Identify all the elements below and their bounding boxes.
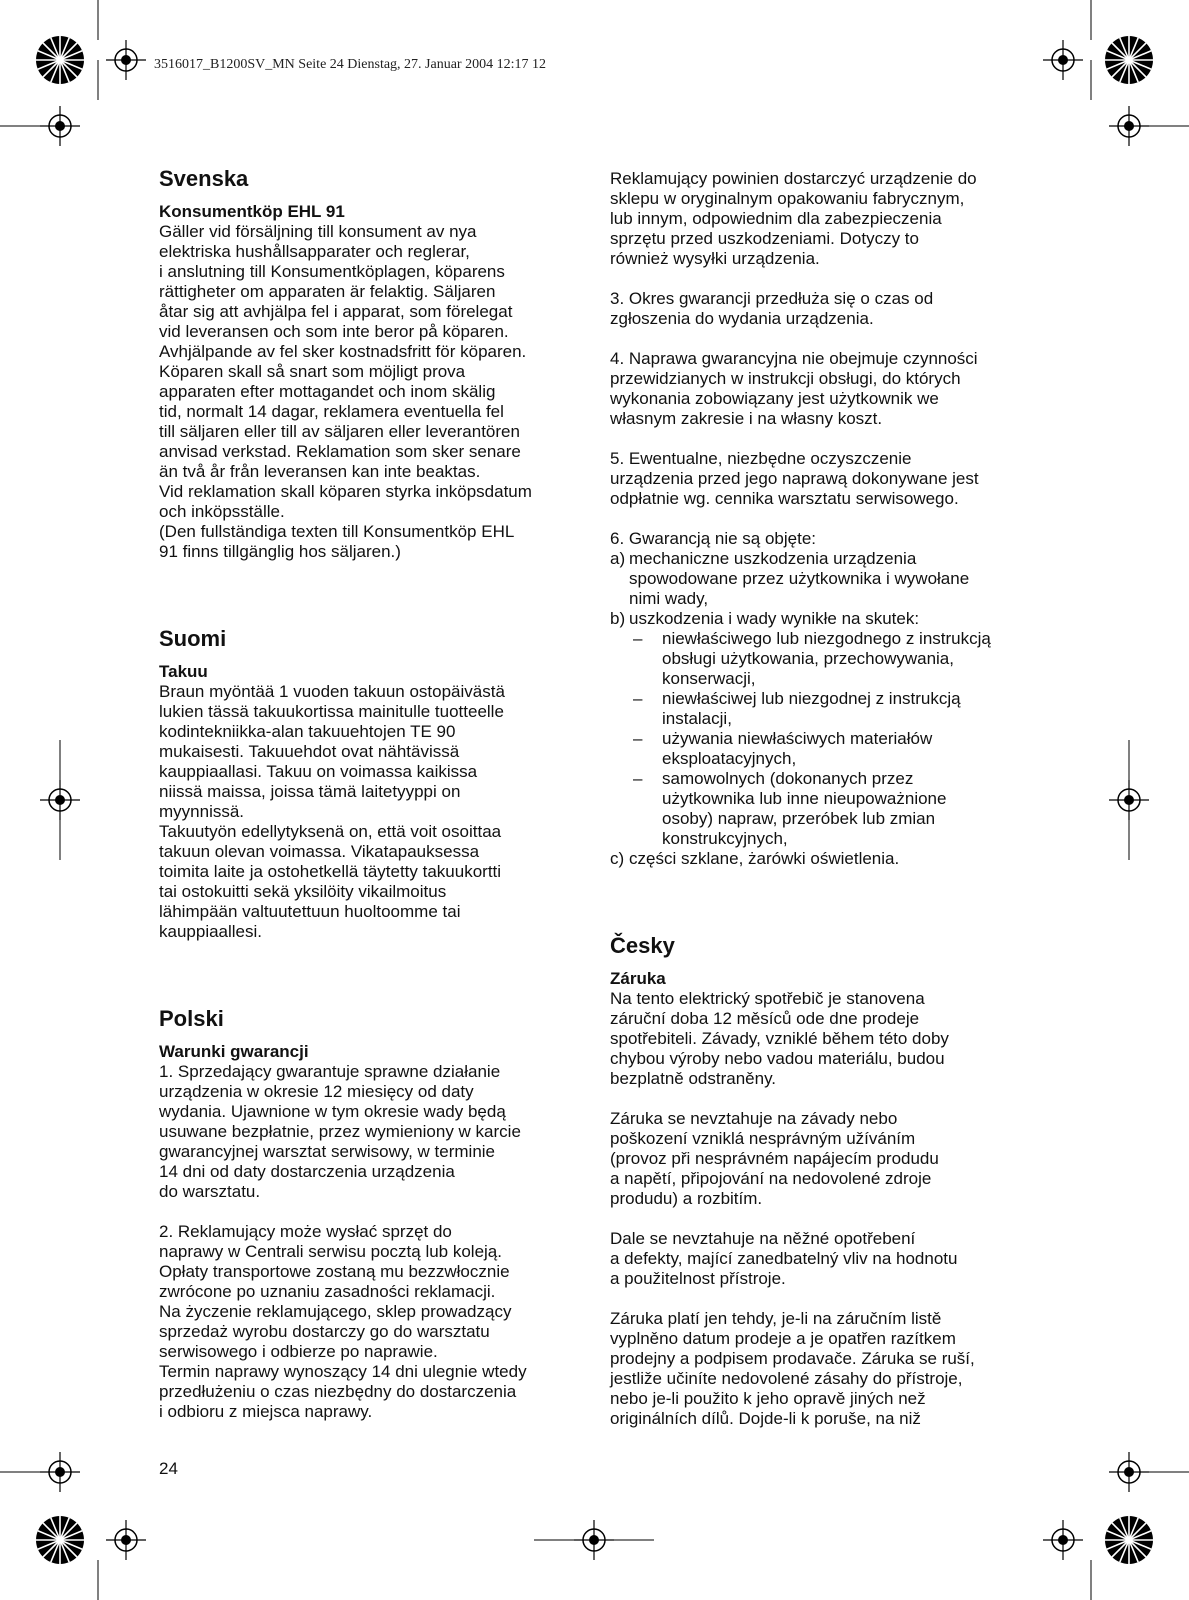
star-target-icon xyxy=(1105,1516,1153,1564)
section-subtitle: Warunki gwarancji xyxy=(159,1042,309,1061)
dash-marker: – xyxy=(633,629,643,648)
list-item xyxy=(633,729,1035,769)
list-item-text: części szklane, żarówki oświetlenia. xyxy=(629,849,900,868)
section-subtitle: Konsumentköp EHL 91 xyxy=(159,202,345,221)
registration-mark-icon xyxy=(40,1452,80,1492)
list-item-text: samowolnych (dokonanych przez użytkownika lub inne nieupoważnione osoby) napraw, przeróbek lub zmian konstrukcyjnych, xyxy=(662,769,947,848)
paragraph: 1. Sprzedający gwarantuje sprawne działanie urządzenia w okresie 12 miesięcy od daty wydania. Ujawnione w tym okresie wady będą usuwane bezpłatnie, przez wymieniony w karcie gwarancyjnej warsztat serwisowy, w terminie 14 dni od daty dostarczenia urządzenia do warsztatu. xyxy=(159,1062,521,1201)
list-item xyxy=(610,549,1035,609)
star-target-icon xyxy=(1105,36,1153,84)
list-item xyxy=(633,769,1035,849)
paragraph: Na tento elektrický spotřebič je stanovena záruční doba 12 měsíců ode dne prodeje spotřebiteli. Závady, vzniklé během této doby chybou výroby nebo vadou materiálu, budou bezplatně odstraněny. xyxy=(610,989,949,1088)
registration-mark-icon xyxy=(40,106,80,146)
dash-marker: – xyxy=(633,769,643,788)
section-subtitle: Záruka xyxy=(610,969,666,988)
registration-mark-icon xyxy=(1043,1520,1083,1560)
list-item-text: mechaniczne uszkodzenia urządzenia spowodowane przez użytkownika i wywołane nimi wady, xyxy=(629,549,970,608)
registration-mark-icon xyxy=(1043,40,1083,80)
section-polski-continued xyxy=(610,169,1035,869)
registration-mark-icon xyxy=(1109,1452,1149,1492)
paragraph: 4. Naprawa gwarancyjna nie obejmuje czynności przewidzianych w instrukcji obsługi, do których wykonania zobowiązany jest użytkownik we własnym zakresie i na własny koszt. xyxy=(610,349,978,428)
dash-marker: – xyxy=(633,729,643,748)
list-marker: a) xyxy=(610,549,626,568)
list-item-text: uszkodzenia i wady wynikłe na skutek: xyxy=(629,609,920,628)
paragraph: Dale se nevztahuje na něžné opotřebení a defekty, mající zanedbatelný vliv na hodnotu a použitelnost přístroje. xyxy=(610,1229,958,1288)
paragraph: 3. Okres gwarancji przedłuża się o czas od zgłoszenia do wydania urządzenia. xyxy=(610,289,934,328)
paragraph: Reklamujący powinien dostarczyć urządzenie do sklepu w oryginalnym opakowaniu fabrycznym, lub innym, odpowiednim dla zabezpieczenia sprzętu przed uszkodzeniami. Dotyczy to również wysyłki urządzenia. xyxy=(610,169,977,268)
list-item xyxy=(633,689,1035,729)
paragraph: Záruka platí jen tehdy, je-li na záručním listě vyplněno datum prodeje a je opatřen razítkem prodejny a podpisem prodavače. Záruka se ruší, jestliže učiníte nedovolené zásahy do přístroje, nebo je-li použito k jeho opravě jiných než originálních dílů. Dojde-li k poruše, na niž xyxy=(610,1309,975,1428)
left-column xyxy=(159,166,584,1422)
print-slug-header: 3516017_B1200SV_MN Seite 24 Dienstag, 27. Januar 2004 12:17 12 xyxy=(154,57,546,72)
list-marker: b) xyxy=(610,609,626,628)
exclusions-list xyxy=(610,549,1035,869)
section-subtitle: Takuu xyxy=(159,662,208,681)
list-item xyxy=(633,629,1035,689)
star-target-icon xyxy=(36,1516,84,1564)
list-item-text: niewłaściwego lub niezgodnego z instrukcją obsługi użytkowania, przechowywania, konserwacji, xyxy=(662,629,991,688)
section-title: Suomi xyxy=(159,626,227,651)
paragraph: 5. Ewentualne, niezbędne oczyszczenie urządzenia przed jego naprawą dokonywane jest odpłatnie wg. cennika warsztatu serwisowego. xyxy=(610,449,979,508)
paragraph: 2. Reklamujący może wysłać sprzęt do naprawy w Centrali serwisu pocztą lub koleją. Opłaty transportowe zostaną mu bezzwłocznie zwrócone po uznaniu zasadności reklamacji. Na życzenie reklamującego, sklep prowadzący sprzedaż wyrobu dostarczy go do warsztatu serwisowego i odbierze po naprawie. Termin naprawy wynoszący 14 dni ulegnie wtedy przedłużeniu o czas niezbędny do dostarczenia i odbioru z miejsca naprawy. xyxy=(159,1222,527,1421)
list-item xyxy=(610,849,1035,869)
right-column xyxy=(610,169,1035,1429)
registration-mark-icon xyxy=(106,40,146,80)
section-svenska xyxy=(159,166,584,562)
registration-mark-icon xyxy=(106,1520,146,1560)
section-title: Svenska xyxy=(159,166,249,191)
dash-marker: – xyxy=(633,689,643,708)
registration-mark-icon xyxy=(1109,106,1149,146)
paragraph: 6. Gwarancją nie są objęte: xyxy=(610,529,817,548)
section-title: Polski xyxy=(159,1006,224,1031)
sub-list xyxy=(629,629,1035,849)
section-body: Braun myöntää 1 vuoden takuun ostopäivästä lukien tässä takuukortissa mainitulle tuotteelle kodintekniikka-alan takuuehtojen TE 90 mukaisesti. Takuuehdot ovat nähtävissä kauppiaallasi. Takuu on voimassa kaikissa niissä maissa, joissa tämä laitetyyppi on myynnissä. Takuutyön edellytyksenä on, että voit osoittaa takuun olevan voimassa. Vikatapauksessa toimita laite ja ostohetkellä täytetty takuukortti tai ostokuitti sekä yksilöity vikailmoitus lähimpään valtuutettuun huoltoomme tai kauppiaallesi. xyxy=(159,682,505,941)
section-polski xyxy=(159,1006,584,1422)
section-body: Gäller vid försäljning till konsument av nya elektriska hushållsapparater och reglerar, i anslutning till Konsumentköplagen, köparens rättigheter om apparaten är felaktig. Säljaren åtar sig att avhjälpa fel i apparat, som förelegat vid leveransen och som inte beror på köparen. Avhjälpande av fel sker kostnadsfritt för köparen. Köparen skall så snart som möjligt prova apparaten efter mottagandet och inom skälig tid, normalt 14 dagar, reklamera eventuella fel till säljaren eller till av säljaren eller leverantören anvisad verkstad. Reklamation som sker senare än två år från leveransen kan inte beaktas. Vid reklamation skall köparen styrka inköpsdatum och inköpsställe. (Den fullständiga texten till Konsumentköp EHL 91 finns tillgänglig hos säljaren.) xyxy=(159,222,532,561)
paragraph: Záruka se nevztahuje na závady nebo poškození vzniklá nesprávným užíváním (provoz při nesprávném napájecím produdu a napětí, připojování na nedovolené zdroje produdu) a rozbitím. xyxy=(610,1109,939,1208)
section-title: Česky xyxy=(610,933,675,958)
section-cesky xyxy=(610,933,1035,1429)
list-item xyxy=(610,609,1035,849)
list-marker: c) xyxy=(610,849,625,868)
list-item-text: niewłaściwej lub niezgodnej z instrukcją instalacji, xyxy=(662,689,961,728)
page-number: 24 xyxy=(159,1459,178,1478)
star-target-icon xyxy=(36,36,84,84)
section-suomi xyxy=(159,626,584,942)
list-item-text: używania niewłaściwych materiałów eksploatacyjnych, xyxy=(662,729,933,768)
